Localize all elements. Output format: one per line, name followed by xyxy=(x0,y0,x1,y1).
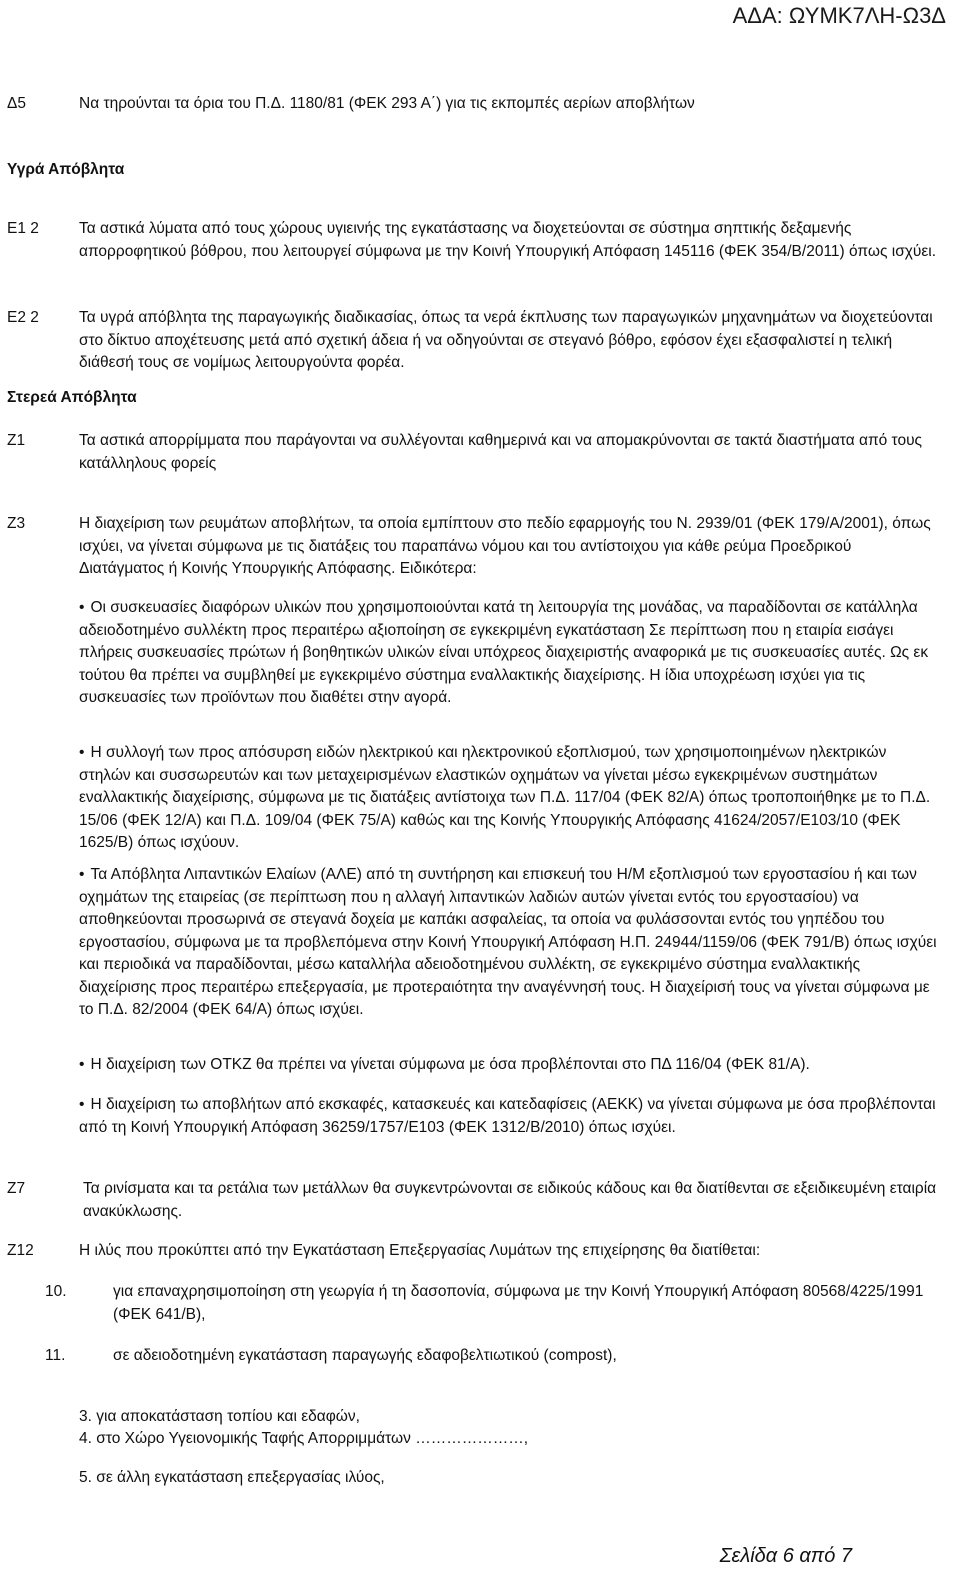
list-item-text: σε άλλη εγκατάσταση επεξεργασίας ιλύος, xyxy=(96,1469,385,1486)
bullet-icon: • xyxy=(79,866,85,883)
z3-bullet-item xyxy=(79,742,940,855)
z3-code: Ζ3 xyxy=(7,515,26,532)
list-item-text: για επαναχρησιμοποίηση στη γεωργία ή τη δασοπονία, σύμφωνα με την Κοινή Υπουργική Απόφαση 80568/4225/1991 (ΦΕΚ 641/Β), xyxy=(113,1283,924,1323)
list-item-text: στο Χώρο Υγειονομικής Ταφής Απορριμμάτων …………………, xyxy=(96,1430,529,1447)
z1-code: Ζ1 xyxy=(7,432,26,449)
liquid-waste-heading: Υγρά Απόβλητα xyxy=(7,161,125,178)
e1-text: Τα αστικά λύματα από τους χώρους υγιεινής της εγκατάστασης να διοχετεύονται σε σύστημα σηπτικής δεξαμενής απορροφητικού βόθρου, που λειτουργεί σύμφωνα με την Κοινή Υπουργική Απόφαση 145116 (ΦΕΚ 354/Β/2011) όπως ισχύει. xyxy=(79,220,937,260)
z3-bullet-text: Τα Απόβλητα Λιπαντικών Ελαίων (ΑΛΕ) από τη συντήρηση και επισκευή του Η/Μ εξοπλισμού των εργοστασίου ή και των οχημάτων της εταιρείας (σε περίπτωση που η αλλαγή λιπαντικών λαδιών αυτών γίνεται εντός του εργοστασίου) να αποθηκεύονται προσωρινά σε στεγανά δοχεία με καπάκι ασφαλείας, τα οποία να φυλάσσονται εντός του γηπέδου του εργοστασίου, σύμφωνα με τα προβλεπόμενα στην Κοινή Υπουργική Απόφαση Η.Π. 24944/1159/06 (ΦΕΚ 791/Β) όπως ισχύει και περιοδικά να παραδίδονται, μέσω καταλλήλα αδειοδοτημένου συλλέκτη, σε εγκεκριμένο σύστημα εναλλακτικής διαχείρισης προς περαιτέρω επεξεργασία, με προτεραιότητα την αναγέννησή τους. Η διαχείρισή τους να γίνεται σύμφωνα με το Π.Δ. 82/2004 (ΦΕΚ 64/Α) όπως ισχύει. xyxy=(79,866,937,1018)
bullet-icon: • xyxy=(79,599,85,616)
z12-list-item xyxy=(79,1467,940,1490)
d5-text: Να τηρούνται τα όρια του Π.Δ. 1180/81 (ΦΕΚ 293 Α΄) για τις εκπομπές αερίων αποβλήτων xyxy=(79,95,695,112)
ada-identifier: ΑΔΑ: ΩΥΜΚ7ΛΗ-Ω3Δ xyxy=(732,3,946,28)
list-number: 4. xyxy=(79,1430,92,1447)
bullet-icon: • xyxy=(79,744,85,761)
z3-bullet-item xyxy=(79,1094,940,1139)
list-item-text: για αποκατάσταση τοπίου και εδαφών, xyxy=(96,1408,360,1425)
page-number: Σελίδα 6 από 7 xyxy=(719,1545,852,1567)
list-number: 11. xyxy=(45,1347,66,1364)
z3-bullet-text: Η διαχείριση τω αποβλήτων από εκσκαφές, κατασκευές και κατεδαφίσεις (ΑΕΚΚ) να γίνεται σύμφωνα με όσα προβλέπονται από τη Κοινή Υπουργική Απόφαση 36259/1757/Ε103 (ΦΕΚ 1312/Β/2010) όπως ισχύει. xyxy=(79,1096,936,1136)
z3-bullet-text: Η διαχείριση των ΟΤΚΖ θα πρέπει να γίνεται σύμφωνα με όσα προβλέπονται στο ΠΔ 116/04 (ΦΕΚ 81/Α). xyxy=(90,1056,810,1073)
z12-text: Η ιλύς που προκύπτει από την Εγκατάσταση Επεξεργασίας Λυμάτων της επιχείρησης θα διατίθεται: xyxy=(79,1242,761,1259)
list-number: 5. xyxy=(79,1469,92,1486)
z3-text: Η διαχείριση των ρευμάτων αποβλήτων, τα οποία εμπίπτουν στο πεδίο εφαρμογής του Ν. 2939/01 (ΦΕΚ 179/Α/2001), όπως ισχύει, να γίνεται σύμφωνα με τις διατάξεις του παραπάνω νόμου και του αντίστοιχου για κάθε ρεύμα Προεδρικού Διατάγματος ή Κοινής Υπουργικής Απόφασης. Ειδικότερα: xyxy=(79,515,931,577)
e1-code: Ε1 2 xyxy=(7,220,39,237)
z3-bullet-item xyxy=(79,597,940,710)
z12-list-item xyxy=(45,1281,940,1326)
z7-text: Τα ρινίσματα και τα ρετάλια των μετάλλων θα συγκεντρώνονται σε ειδικούς κάδους και θα διατίθενται σε εξειδικευμένη εταιρία ανακύκλωσης. xyxy=(83,1180,937,1220)
z12-list-item xyxy=(79,1428,940,1451)
z12-list-item xyxy=(45,1345,940,1368)
list-item-text: σε αδειοδοτημένη εγκατάσταση παραγωγής εδαφοβελτιωτικού (compost), xyxy=(113,1347,617,1364)
list-number: 10. xyxy=(45,1283,67,1300)
bullet-icon: • xyxy=(79,1096,85,1113)
z3-bullet-text: Οι συσκευασίες διαφόρων υλικών που χρησιμοποιούνται κατά τη λειτουργία της μονάδας, να παραδίδονται σε κατάλληλα αδειοδοτημένο συλλέκτη προς περαιτέρω αξιοποίηση σε εγκεκριμένη εγκατάσταση Σε περίπτωση που η εταιρία εισάγει πλήρεις συσκευασίες πρώτων ή βοηθητικών υλικών είναι υπόχρεος διαχειριστής αναφορικά με τις συσκευασίες αυτές. Ως εκ τούτου θα πρέπει να συμβληθεί με εγκεκριμένο σύστημα εναλλακτικής διαχείρισης. Η ίδια υποχρέωση ισχύει για τις συσκευασίες των προϊόντων που διαθέτει στην αγορά. xyxy=(79,599,929,706)
z3-bullet-item xyxy=(79,1054,940,1077)
z12-code: Ζ12 xyxy=(7,1242,34,1259)
solid-waste-heading: Στερεά Απόβλητα xyxy=(7,389,137,406)
e2-text: Τα υγρά απόβλητα της παραγωγικής διαδικασίας, όπως τα νερά έκπλυσης των παραγωγικών μηχανημάτων να διοχετεύονται στο δίκτυο αποχέτευσης μετά από σχετική άδεια ή να οδηγούνται σε στεγανό βόθρο, εφόσον έχει εξασφαλιστεί η τελική διάθεσή τους σε νομίμως λειτουργούντα φορέα. xyxy=(79,309,933,371)
z1-text: Τα αστικά απορρίμματα που παράγονται να συλλέγονται καθημερινά και να απομακρύνονται σε τακτά διαστήματα από τους κατάλληλους φορείς xyxy=(79,432,923,472)
z3-bullet-text: Η συλλογή των προς απόσυρση ειδών ηλεκτρικού και ηλεκτρονικού εξοπλισμού, των χρησιμοποιημένων ηλεκτρικών στηλών και συσσωρευτών και των μεταχειρισμένων ελαστικών οχημάτων να γίνεται μέσω εγκεκριμένων συστημάτων εναλλακτικής διαχείρισης, σύμφωνα με τις διατάξεις αντίστοιχα των Π.Δ. 117/04 (ΦΕΚ 82/Α) όπως τροποποιήθηκε με το Π.Δ. 15/06 (ΦΕΚ 12/Α) και Π.Δ. 109/04 (ΦΕΚ 75/Α) καθώς και της Κοινής Υπουργικής Απόφασης 41624/2057/Ε103/10 (ΦΕΚ 1625/Β) όπως ισχύουν. xyxy=(79,744,931,851)
e2-code: Ε2 2 xyxy=(7,309,39,326)
bullet-icon: • xyxy=(79,1056,85,1073)
d5-code: Δ5 xyxy=(7,95,26,112)
z3-bullet-item xyxy=(79,864,940,1022)
z7-code: Ζ7 xyxy=(7,1180,26,1197)
z12-list-item xyxy=(79,1406,940,1429)
list-number: 3. xyxy=(79,1408,92,1425)
